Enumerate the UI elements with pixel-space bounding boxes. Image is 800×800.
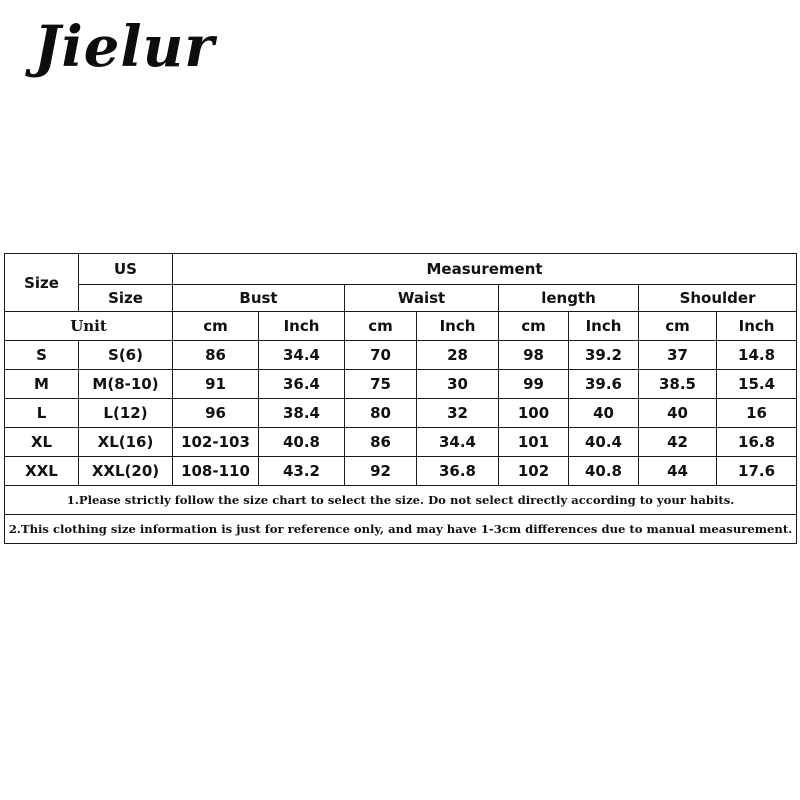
unit-cell: Inch (717, 312, 797, 341)
brand-logo: Jielur (34, 14, 215, 80)
shoulder-cm-cell: 40 (639, 399, 717, 428)
size-cell: XXL (5, 457, 79, 486)
table-row (5, 370, 797, 399)
length-inch-cell: 40.8 (569, 457, 639, 486)
bust-cm-cell: 96 (173, 399, 259, 428)
shoulder-inch-cell: 17.6 (717, 457, 797, 486)
header-row-2 (5, 285, 797, 312)
waist-cm-cell: 92 (345, 457, 417, 486)
waist-cm-cell: 86 (345, 428, 417, 457)
bust-inch-cell: 36.4 (259, 370, 345, 399)
length-cm-cell: 102 (499, 457, 569, 486)
size-cell: XL (5, 428, 79, 457)
waist-inch-cell: 34.4 (417, 428, 499, 457)
shoulder-inch-cell: 16 (717, 399, 797, 428)
unit-cell: cm (173, 312, 259, 341)
waist-inch-cell: 30 (417, 370, 499, 399)
us-header-line2: Size (79, 285, 173, 312)
bust-cm-cell: 91 (173, 370, 259, 399)
shoulder-cm-cell: 42 (639, 428, 717, 457)
waist-inch-cell: 28 (417, 341, 499, 370)
size-chart-table (4, 253, 797, 544)
bust-inch-cell: 40.8 (259, 428, 345, 457)
shoulder-inch-cell: 15.4 (717, 370, 797, 399)
bust-cm-cell: 102-103 (173, 428, 259, 457)
length-inch-cell: 40 (569, 399, 639, 428)
unit-row (5, 312, 797, 341)
note-row (5, 486, 797, 515)
bust-cm-cell: 86 (173, 341, 259, 370)
unit-header: Unit (5, 312, 173, 341)
unit-cell: cm (499, 312, 569, 341)
us-header-line1: US (79, 254, 173, 285)
us-size-cell: XXL(20) (79, 457, 173, 486)
unit-cell: cm (639, 312, 717, 341)
bust-inch-cell: 38.4 (259, 399, 345, 428)
length-cm-cell: 100 (499, 399, 569, 428)
group-header-length: length (499, 285, 639, 312)
measurement-header: Measurement (173, 254, 797, 285)
shoulder-cm-cell: 38.5 (639, 370, 717, 399)
table-row (5, 341, 797, 370)
group-header-shoulder: Shoulder (639, 285, 797, 312)
us-size-cell: M(8-10) (79, 370, 173, 399)
waist-inch-cell: 36.8 (417, 457, 499, 486)
shoulder-inch-cell: 16.8 (717, 428, 797, 457)
length-inch-cell: 39.6 (569, 370, 639, 399)
bust-inch-cell: 43.2 (259, 457, 345, 486)
shoulder-inch-cell: 14.8 (717, 341, 797, 370)
waist-cm-cell: 80 (345, 399, 417, 428)
length-cm-cell: 101 (499, 428, 569, 457)
group-header-waist: Waist (345, 285, 499, 312)
bust-inch-cell: 34.4 (259, 341, 345, 370)
note-2: 2.This clothing size information is just for reference only, and may have 1-3cm differences due to manual measurement. (5, 515, 797, 544)
unit-cell: Inch (417, 312, 499, 341)
table-row (5, 399, 797, 428)
length-inch-cell: 40.4 (569, 428, 639, 457)
unit-cell: cm (345, 312, 417, 341)
note-row (5, 515, 797, 544)
length-cm-cell: 99 (499, 370, 569, 399)
us-size-cell: XL(16) (79, 428, 173, 457)
unit-cell: Inch (569, 312, 639, 341)
size-header: Size (5, 254, 79, 312)
us-size-cell: S(6) (79, 341, 173, 370)
group-header-bust: Bust (173, 285, 345, 312)
size-cell: L (5, 399, 79, 428)
table-row (5, 457, 797, 486)
length-inch-cell: 39.2 (569, 341, 639, 370)
note-1: 1.Please strictly follow the size chart to select the size. Do not select directly according to your habits. (5, 486, 797, 515)
bust-cm-cell: 108-110 (173, 457, 259, 486)
shoulder-cm-cell: 44 (639, 457, 717, 486)
length-cm-cell: 98 (499, 341, 569, 370)
us-size-cell: L(12) (79, 399, 173, 428)
size-cell: S (5, 341, 79, 370)
header-row-1 (5, 254, 797, 285)
waist-cm-cell: 70 (345, 341, 417, 370)
waist-cm-cell: 75 (345, 370, 417, 399)
size-cell: M (5, 370, 79, 399)
waist-inch-cell: 32 (417, 399, 499, 428)
unit-cell: Inch (259, 312, 345, 341)
table-row (5, 428, 797, 457)
shoulder-cm-cell: 37 (639, 341, 717, 370)
